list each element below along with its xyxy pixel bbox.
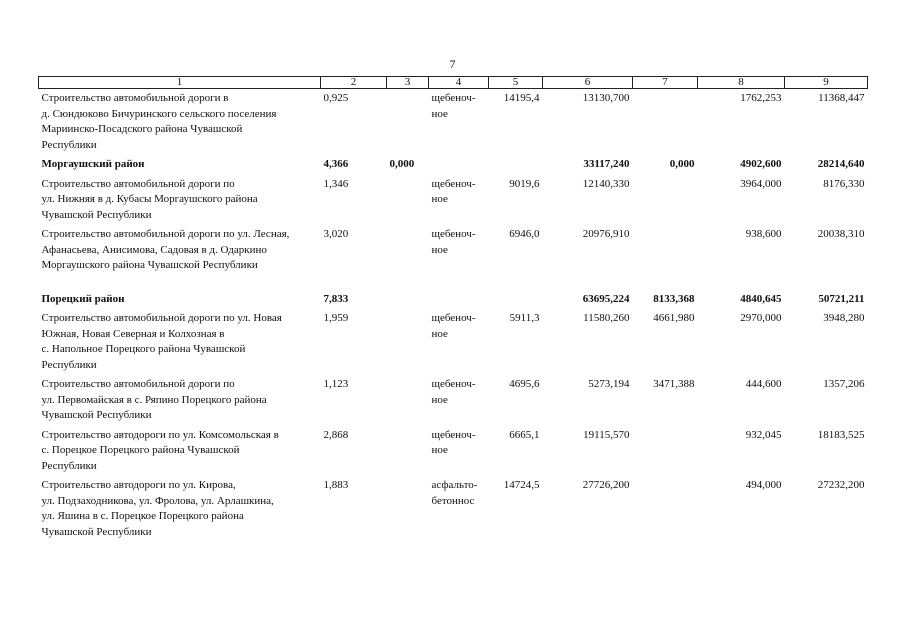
col-3-value: [387, 276, 429, 310]
col-9-value: 20038,310: [817, 228, 865, 240]
header-row: [39, 77, 868, 89]
col-7-value: 0,000: [669, 158, 695, 170]
project-name: Строительство автомобильной дороги по ул. Новая Южная, Новая Северная и Колхозная в с. Напольное Порецкого района Чувашской Республики: [41, 312, 282, 371]
header-col-4: 4: [429, 77, 489, 89]
header-col-3: 3: [387, 77, 429, 89]
district-row: [39, 155, 868, 175]
surface-type: [429, 155, 489, 175]
table-header: [39, 77, 868, 89]
district-row: [39, 276, 868, 310]
length-km: 1,346: [323, 177, 349, 190]
col-7-value: 8133,368: [653, 292, 695, 305]
surface-type: щебеноч- ное: [431, 177, 476, 205]
header-col-2: 2: [321, 77, 387, 89]
col-8-value: 932,045: [745, 428, 782, 441]
table-row: [39, 426, 868, 477]
total-cost: 63695,224: [582, 292, 630, 305]
length-km: 4,366: [323, 158, 349, 170]
col-9-value: 1357,206: [823, 378, 865, 390]
col-7-value: 4661,980: [653, 312, 695, 324]
col-9-value: 11368,447: [818, 92, 865, 104]
col-3-value: [387, 89, 429, 156]
length-km: 2,868: [323, 428, 349, 441]
district-name: Моргаушский район: [41, 158, 145, 170]
total-cost: 33117,240: [583, 158, 630, 170]
col-8-value: 2970,000: [740, 312, 782, 324]
total-cost: 5273,194: [588, 378, 630, 390]
col-9-value: 50721,211: [818, 292, 865, 305]
col-8-value: 1762,253: [740, 92, 782, 104]
table-row: [39, 309, 868, 375]
col-8-value: 444,600: [745, 378, 782, 390]
header-col-9: 9: [785, 77, 868, 89]
table-row: [39, 175, 868, 226]
col-9-value: 18183,525: [817, 428, 865, 441]
total-cost: 19115,570: [583, 428, 630, 441]
col-7-value: [633, 175, 698, 226]
col-3-value: [387, 225, 429, 276]
length-km: 1,883: [323, 479, 349, 491]
table-row: [39, 225, 868, 276]
surface-type: щебеноч- ное: [431, 92, 476, 120]
surface-type: щебеноч- ное: [431, 228, 476, 256]
area-value: 9019,6: [509, 177, 540, 190]
project-name: Строительство автомобильной дороги по ул. Нижняя в д. Кубасы Моргаушского района Чувашской Республики: [41, 177, 258, 221]
col-3-value: [387, 375, 429, 426]
page-number: 7: [449, 57, 456, 71]
col-7-value: [633, 426, 698, 477]
col-3-value: [387, 476, 429, 542]
area-value: 6665,1: [509, 428, 540, 441]
header-col-8: 8: [698, 77, 785, 89]
area-value: [489, 155, 543, 175]
length-km: 3,020: [323, 228, 349, 240]
area-value: 6946,0: [509, 228, 540, 240]
total-cost: 11580,260: [583, 312, 630, 324]
col-8-value: 938,600: [745, 228, 782, 240]
area-value: [489, 276, 543, 310]
length-km: 7,833: [323, 292, 349, 305]
project-name: Строительство автодороги по ул. Кирова, ул. Подзаходникова, ул. Фролова, ул. Арлашкина, ул. Яшина в с. Порецкое Порецкого района Чувашской Республики: [41, 479, 274, 538]
table-row: [39, 476, 868, 542]
col-7-value: [633, 476, 698, 542]
col-8-value: 3964,000: [740, 177, 782, 190]
col-9-value: 3948,280: [823, 312, 865, 324]
col-7-value: [633, 225, 698, 276]
area-value: 14195,4: [503, 92, 540, 104]
area-value: 4695,6: [509, 378, 540, 390]
surface-type: асфальто- бетоннос: [431, 479, 478, 507]
area-value: 14724,5: [503, 479, 540, 491]
length-km: 0,925: [323, 92, 349, 104]
table-row: [39, 375, 868, 426]
col-3-value: [387, 309, 429, 375]
table-row: [39, 89, 868, 156]
col-3-value: [387, 426, 429, 477]
total-cost: 12140,330: [582, 177, 630, 190]
col-7-value: [633, 89, 698, 156]
district-name: Порецкий район: [41, 292, 125, 305]
col-8-value: 494,000: [745, 479, 782, 491]
project-name: Строительство автомобильной дороги по ул. Первомайская в с. Ряпино Порецкого района Чувашской Республики: [41, 378, 267, 421]
col-8-value: 4840,645: [740, 292, 782, 305]
surface-type: щебеноч- ное: [431, 378, 476, 406]
project-name: Строительство автодороги по ул. Комсомольская в с. Порецкое Порецкого района Чувашской Республики: [41, 428, 279, 472]
surface-type: щебеноч- ное: [431, 312, 476, 340]
col-9-value: 27232,200: [817, 479, 865, 491]
road-construction-table: [38, 76, 868, 542]
header-col-5: 5: [489, 77, 543, 89]
project-name: Строительство автомобильной дороги в д. Сюндюково Бичуринского сельского поселения Мариинско-Посадского района Чувашской Республики: [41, 92, 277, 151]
col-9-value: 8176,330: [823, 177, 865, 190]
table-body: [39, 89, 868, 543]
surface-type: щебеноч- ное: [431, 428, 476, 456]
area-value: 5911,3: [509, 312, 540, 324]
col-3-value: 0,000: [389, 158, 415, 170]
total-cost: 27726,200: [582, 479, 630, 491]
header-col-1: 1: [39, 77, 321, 89]
col-3-value: [387, 175, 429, 226]
col-9-value: 28214,640: [817, 158, 865, 170]
surface-type: [429, 276, 489, 310]
project-name: Строительство автомобильной дороги по ул. Лесная, Афанасьева, Анисимова, Садовая в д. Одаркино Моргаушского района Чувашской Республики: [41, 228, 290, 271]
total-cost: 20976,910: [582, 228, 630, 240]
header-col-7: 7: [633, 77, 698, 89]
header-col-6: 6: [543, 77, 633, 89]
length-km: 1,959: [323, 312, 349, 324]
col-8-value: 4902,600: [740, 158, 782, 170]
col-7-value: 3471,388: [653, 378, 695, 390]
length-km: 1,123: [323, 378, 349, 390]
total-cost: 13130,700: [582, 92, 630, 104]
